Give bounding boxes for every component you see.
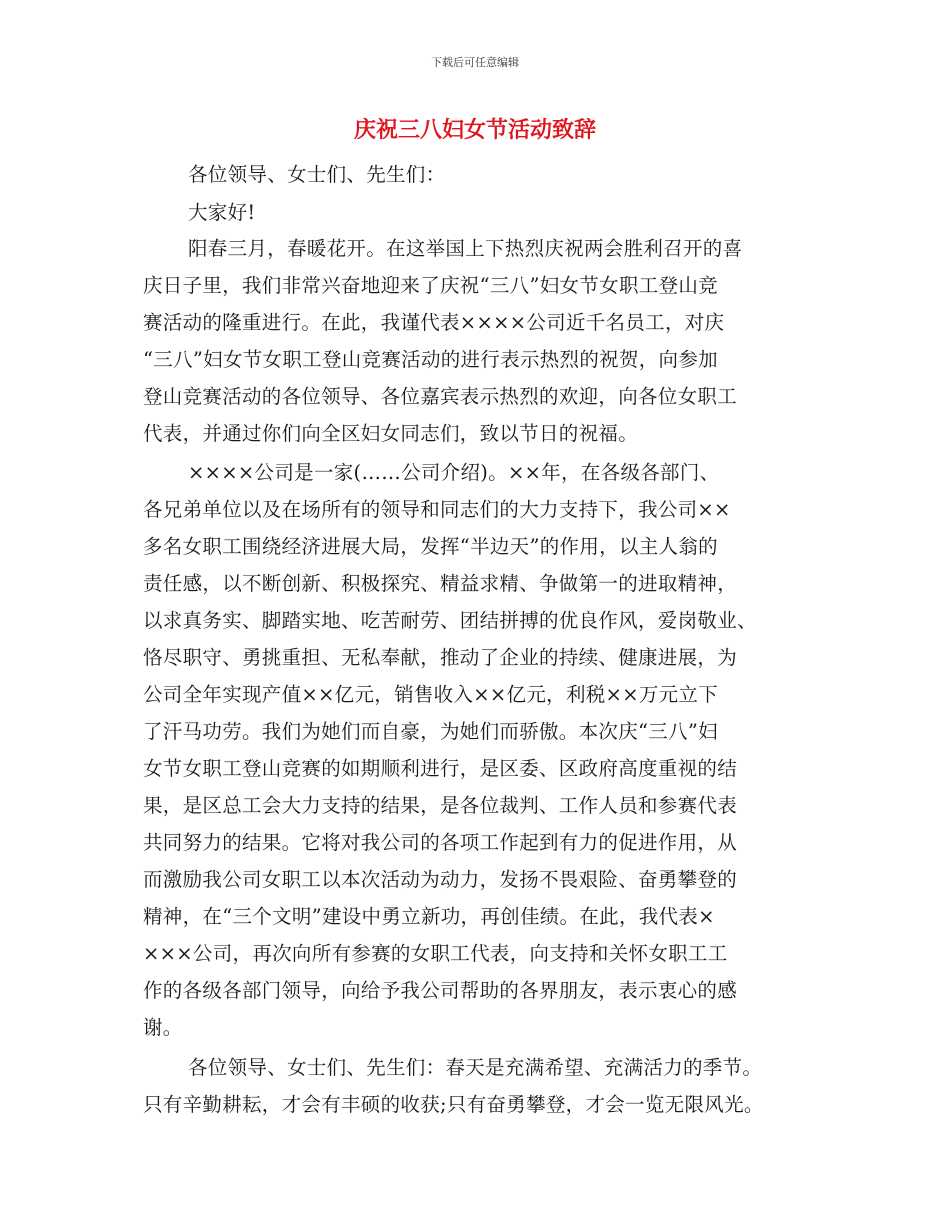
body-line: ×××公司，再次向所有参赛的女职工代表，向支持和关怀女职工工 — [143, 942, 728, 965]
body-line: 而激励我公司女职工以本次活动为动力，发扬不畏艰险、奋勇攀登的 — [143, 868, 738, 891]
body-line: 了汗马功劳。我们为她们而自豪，为她们而骄傲。本次庆“三八”妇 — [143, 720, 718, 743]
body-line: 多名女职工围绕经济进展大局，发挥“半边天”的作用，以主人翁的 — [143, 535, 718, 558]
body-line: 公司全年实现产值××亿元，销售收入××亿元，利税××万元立下 — [143, 683, 719, 706]
body-line: 女节女职工登山竞赛的如期顺利进行，是区委、区政府高度重视的结 — [143, 757, 738, 780]
body-line: 各兄弟单位以及在场所有的领导和同志们的大力支持下，我公司×× — [143, 498, 731, 521]
body-line: 各位领导、女士们、先生们： — [188, 163, 446, 186]
page-header-note: 下载后可任意编辑 — [431, 56, 519, 69]
body-line: 以求真务实、脚踏实地、吃苦耐劳、团结拼搏的优良作风，爱岗敬业、 — [143, 609, 757, 632]
body-line: 登山竞赛活动的各位领导、各位嘉宾表示热烈的欢迎，向各位女职工 — [143, 385, 738, 408]
body-line: 共同努力的结果。它将对我公司的各项工作起到有力的促进作用，从 — [143, 831, 738, 854]
body-line: “三八”妇女节女职工登山竞赛活动的进行表示热烈的祝贺，向参加 — [143, 348, 718, 371]
body-line: 代表，并通过你们向全区妇女同志们，致以节日的祝福。 — [143, 422, 639, 445]
body-line: 恪尽职守、勇挑重担、无私奉献，推动了企业的持续、健康进展，为 — [143, 646, 738, 669]
body-line: 作的各级各部门领导，向给予我公司帮助的各界朋友，表示衷心的感 — [143, 979, 738, 1002]
body-line: 赛活动的隆重进行。在此，我谨代表××××公司近千名员工，对庆 — [143, 311, 725, 334]
body-line: 谢。 — [143, 1016, 183, 1039]
body-line: 各位领导、女士们、先生们：春天是充满希望、充满活力的季节。 — [188, 1056, 763, 1079]
body-line: 果，是区总工会大力支持的结果，是各位裁判、工作人员和参赛代表 — [143, 794, 738, 817]
body-line: ××××公司是一家(……公司介绍)。××年，在各级各部门、 — [188, 461, 720, 484]
body-line: 庆日子里，我们非常兴奋地迎来了庆祝“三八”妇女节女职工登山竞 — [143, 274, 718, 297]
body-line: 责任感，以不断创新、积极探究、精益求精、争做第一的进取精神， — [143, 572, 738, 595]
body-line: 精神，在“三个文明”建设中勇立新功，再创佳绩。在此，我代表× — [143, 905, 715, 928]
body-line: 大家好! — [188, 201, 256, 224]
document-title: 庆祝三八妇女节活动致辞 — [353, 118, 596, 143]
body-line: 只有辛勤耕耘，才会有丰硕的收获;只有奋勇攀登，才会一览无限风光。 — [143, 1093, 764, 1116]
body-line: 阳春三月，春暖花开。在这举国上下热烈庆祝两会胜利召开的喜 — [188, 237, 743, 260]
